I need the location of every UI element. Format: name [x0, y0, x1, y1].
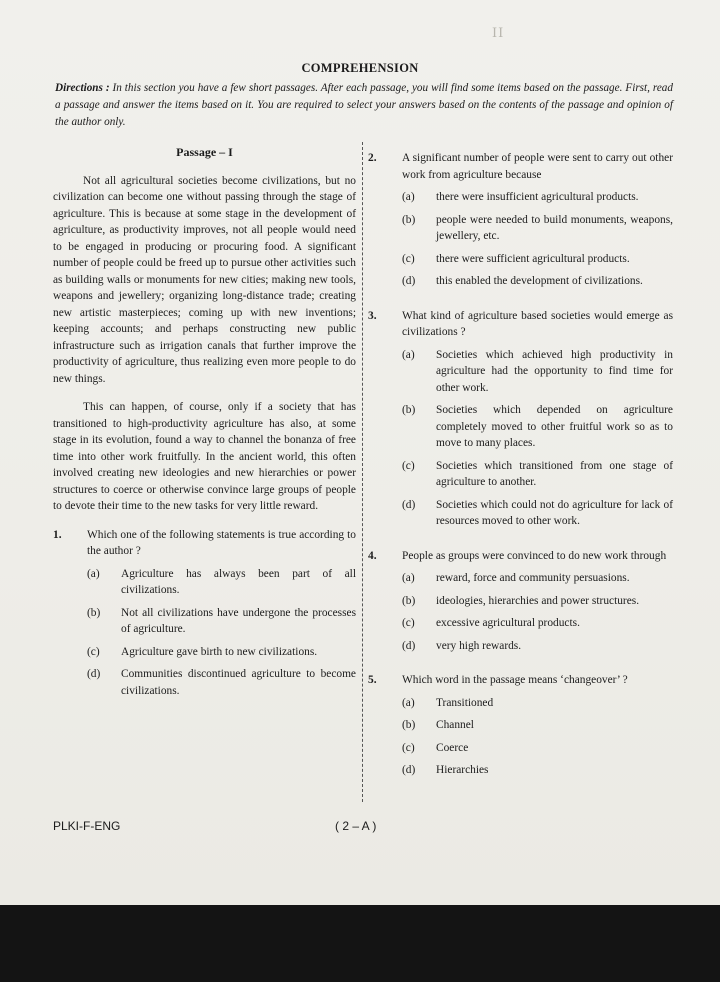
question-text: Which one of the following statements is true according to the author ? [87, 528, 356, 557]
right-column [368, 144, 673, 785]
question-3 [368, 308, 673, 536]
answer-options [402, 347, 673, 530]
option-text: Societies which could not do agriculture for lack of resources moved to other work. [436, 498, 673, 527]
question-text: People as groups were convinced to do new work through [402, 549, 667, 562]
option-label: (b) [402, 213, 416, 226]
question-4 [368, 548, 673, 661]
question-body [402, 150, 673, 296]
paper-code: PLKI-F-ENG [53, 819, 121, 833]
option-text: Hierarchies [436, 764, 489, 776]
answer-option [87, 644, 356, 661]
scan-border [0, 905, 720, 982]
option-label: (c) [87, 645, 100, 658]
page-number: ( 2 – A ) [335, 819, 377, 833]
option-text: there were sufficient agricultural products. [436, 252, 630, 265]
option-label: (a) [402, 348, 415, 361]
directions-label: Directions : [55, 82, 110, 94]
question-text: Which word in the passage means ‘changeover’ ? [402, 674, 628, 686]
option-text: Channel [436, 719, 474, 731]
answer-option [402, 638, 673, 655]
option-label: (a) [402, 696, 415, 709]
answer-option [402, 497, 673, 530]
question-text: A significant number of people were sent to carry out other work from agriculture because [402, 152, 673, 181]
option-text: Communities discontinued agriculture to become civilizations. [121, 668, 356, 697]
option-label: (d) [402, 498, 416, 511]
passage-paragraph-1: Not all agricultural societies become civilizations, but no civilization can become one without passing through the stage of agriculture. This is because at some stage in the development of agriculture, as productivity improves, not all people would need to be engaged in producing or procuring food. A significant number of people could be freed up to pursue other activities such as building walls or monuments for new cities; making new tools, weapons and jewellery; organizing long-distance trade; creating new artistic masterpieces; coming up with new inventions; keeping accounts; and perhaps constructing new public infrastructure such as irrigation canals that further improve the productivity of agriculture, thus realizing even more people to do new things. [53, 174, 356, 385]
answer-option [402, 402, 673, 452]
answer-option [402, 458, 673, 491]
option-label: (c) [402, 252, 415, 265]
question-body [87, 527, 356, 706]
question-number: 5. [368, 674, 377, 686]
option-text: there were insufficient agricultural products. [436, 191, 639, 203]
question-body [402, 672, 673, 785]
left-questions [53, 527, 356, 706]
column-divider [362, 142, 363, 802]
answer-option [402, 251, 673, 268]
answer-option [402, 347, 673, 397]
option-label: (b) [402, 594, 416, 607]
option-label: (c) [402, 459, 415, 472]
left-column [53, 144, 356, 705]
option-text: excessive agricultural products. [436, 617, 580, 629]
passage-paragraph-2: This can happen, of course, only if a society that has transitioned to high-productivity agriculture has also, at some stage in its evolution, found a way to channel the bonanza of free time into other work fruitfully. In the ancient world, this often involved creating new ideologies and new hierarchies or power structures to coerce or otherwise convince large groups of people to devote their time to the new tasks for very little reward. [53, 401, 356, 512]
option-label: (d) [402, 639, 416, 652]
right-questions [368, 150, 673, 785]
option-label: (b) [402, 719, 416, 731]
option-text: very high rewards. [436, 639, 522, 652]
question-body [402, 548, 673, 661]
answer-option [402, 273, 673, 290]
option-label: (b) [87, 606, 101, 619]
option-label: (a) [402, 572, 415, 584]
question-text: What kind of agriculture based societies would emerge as civilizations ? [402, 309, 673, 338]
option-text: ideologies, hierarchies and power structures. [436, 594, 640, 607]
option-text: Societies which depended on agriculture completely moved to other fruitful work so as to move to many places. [436, 404, 673, 449]
option-text: Agriculture has always been part of all civilizations. [121, 567, 356, 596]
answer-options [87, 566, 356, 700]
option-label: (c) [402, 741, 415, 754]
answer-option [402, 570, 673, 587]
answer-option [402, 189, 673, 206]
answer-option [402, 762, 673, 779]
option-label: (a) [87, 567, 100, 580]
question-body [402, 308, 673, 536]
question-number: 2. [368, 152, 377, 164]
answer-option [402, 615, 673, 632]
answer-options [402, 695, 673, 779]
answer-option [87, 605, 356, 638]
passage-title: Passage – I [176, 145, 233, 159]
directions-text: In this section you have a few short passages. After each passage, you will find some items based on the passage. First, read a passage and answer the items based on it. You are required to select your answers based on the contents of the passage and opinion of the author only. [55, 82, 673, 128]
option-text: reward, force and community persuasions. [436, 572, 630, 584]
answer-option [402, 695, 673, 712]
question-number: 1. [53, 528, 62, 541]
answer-options [402, 570, 673, 654]
option-text: Societies which transitioned from one stage of agriculture to another. [436, 459, 673, 488]
option-text: Not all civilizations have undergone the processes of agriculture. [121, 606, 356, 635]
header-mark: II [492, 26, 505, 41]
answer-option [87, 666, 356, 699]
option-label: (c) [402, 617, 415, 629]
answer-option [402, 717, 673, 734]
question-5 [368, 672, 673, 785]
question-2 [368, 150, 673, 296]
option-text: Coerce [436, 741, 469, 754]
option-label: (d) [87, 668, 101, 680]
question-number: 3. [368, 309, 377, 322]
question-1 [53, 527, 356, 706]
option-label: (d) [402, 275, 416, 287]
question-number: 4. [368, 549, 377, 562]
option-text: Societies which achieved high productivity in agriculture had the opportunity to find time for other work. [436, 348, 673, 394]
answer-options [402, 189, 673, 290]
answer-option [402, 212, 673, 245]
answer-option [87, 566, 356, 599]
option-text: Transitioned [436, 696, 494, 709]
option-text: people were needed to build monuments, weapons, jewellery, etc. [436, 213, 673, 242]
option-label: (d) [402, 764, 416, 776]
option-text: Agriculture gave birth to new civilizations. [121, 645, 318, 658]
option-label: (b) [402, 404, 416, 416]
section-title: COMPREHENSION [301, 61, 419, 75]
answer-option [402, 593, 673, 610]
option-text: this enabled the development of civilizations. [436, 275, 643, 287]
option-label: (a) [402, 191, 415, 203]
answer-option [402, 740, 673, 757]
directions [55, 80, 673, 131]
